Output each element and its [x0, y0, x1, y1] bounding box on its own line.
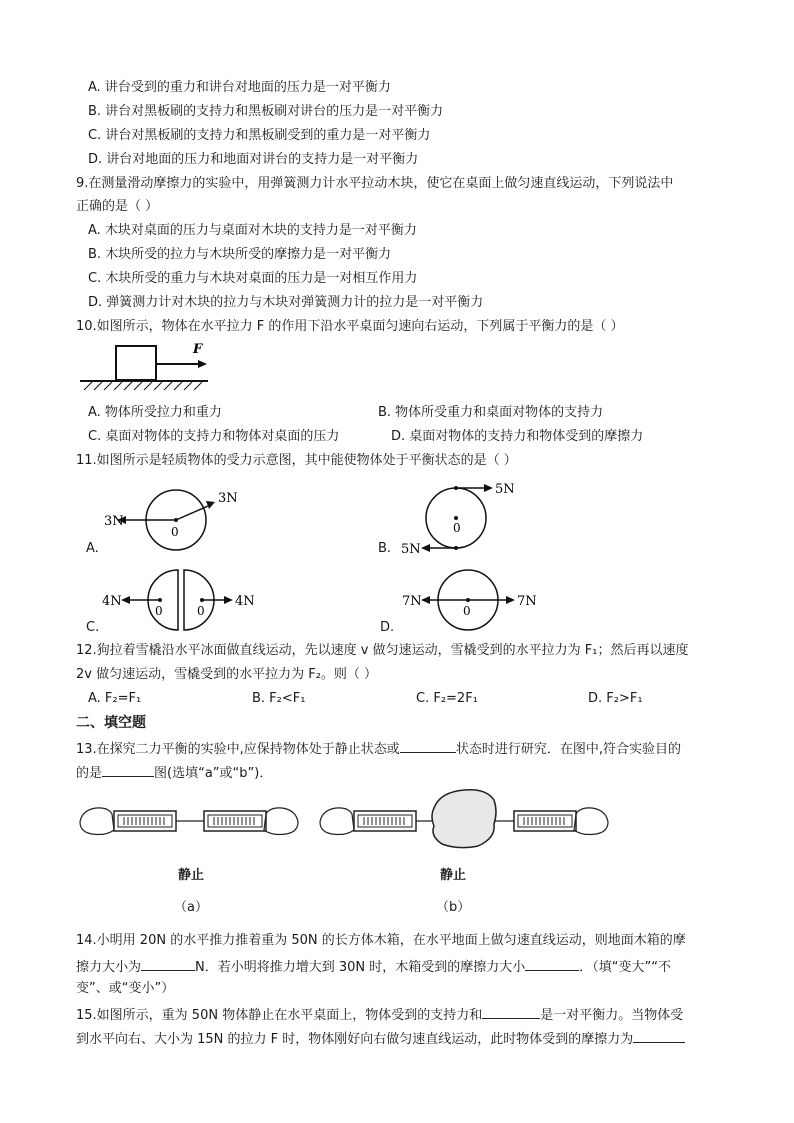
q11-c-right-force: 4N — [235, 594, 255, 609]
q13-line1-part1: 13.在探究二力平衡的实验中,应保持物体处于静止状态或 — [76, 742, 400, 757]
q10-force-label: F — [193, 342, 203, 357]
q14-line2-part1: 擦力大小为 — [76, 960, 142, 975]
q10-block — [116, 346, 156, 380]
q12-option-b: B. F₂<F₁ — [252, 691, 306, 706]
q14-line2-part2: N．若小明将推力增大到 30N 时，木箱受到的摩擦力大小 — [195, 960, 526, 975]
q11-label-b: B. — [378, 541, 392, 556]
q12-stem-line1: 12.狗拉着雪橇沿水平冰面做直线运动，先以速度 v 做匀速运动，雪橇受到的水平拉力为 F₁；然后再以速度 — [76, 643, 689, 658]
q13-line2-part2: 图(选填“a”或“b”)． — [154, 766, 273, 781]
q10-stem: 10.如图所示，物体在水平拉力 F 的作用下沿水平桌面匀速向右运动，下列属于平衡力的是（ ） — [76, 319, 624, 334]
q9-option-d: D. 弹簧测力计对木块的拉力与木块对弹簧测力计的拉力是一对平衡力 — [88, 295, 484, 310]
q15-line2-part1: 到水平向右、大小为 15N 的拉力 F 时，物体刚好向右做匀速直线运动，此时物体受到的摩擦力为 — [76, 1032, 634, 1047]
q13-a-left-hand-icon — [80, 808, 114, 835]
q10-option-d: D. 桌面对物体的支持力和物体受到的摩擦力 — [391, 429, 644, 444]
q11-d-center: 0 — [463, 604, 471, 618]
q11-c-center-right: 0 — [197, 604, 205, 618]
q15-line1 — [76, 1004, 683, 1025]
q8-option-d: D. 讲台对地面的压力和地面对讲台的支持力是一对平衡力 — [88, 152, 419, 167]
q11-d-left-force: 7N — [402, 594, 422, 609]
q13-line1-part2: 状态时进行研究．在图中,符合实验目的 — [455, 742, 681, 757]
q10-option-c: C. 桌面对物体的支持力和物体对桌面的压力 — [88, 429, 340, 444]
q13-a-caption: （a） — [174, 900, 208, 915]
q10-option-a: A. 物体所受拉力和重力 — [88, 405, 222, 420]
q14-line2-part3: ．（填“变大”“不 — [579, 960, 671, 975]
q15-line1-part2: 是一对平衡力。当物体受 — [540, 1008, 684, 1023]
q11-a-right-force: 3N — [218, 491, 238, 506]
q12-option-d: D. F₂>F₁ — [588, 691, 643, 706]
q13-figure-b — [318, 786, 610, 852]
q13-line1 — [76, 738, 681, 759]
q9-stem-line2: 正确的是（ ） — [76, 199, 159, 214]
q13-blank-1[interactable] — [400, 738, 456, 753]
q13-b-state-label: 静止 — [440, 868, 467, 883]
q13-a-state-label: 静止 — [178, 868, 205, 883]
q11-b-center: 0 — [453, 521, 461, 535]
q13-b-caption: （b） — [436, 900, 471, 915]
q8-option-c: C. 讲台对黑板刷的支持力和黑板刷受到的重力是一对平衡力 — [88, 128, 431, 143]
q15-blank-1[interactable] — [482, 1004, 540, 1019]
q8-option-a: A. 讲台受到的重力和讲台对地面的压力是一对平衡力 — [88, 80, 391, 95]
q9-option-a: A. 木块对桌面的压力与桌面对木块的支持力是一对平衡力 — [88, 223, 417, 238]
q11-a-center: 0 — [171, 525, 179, 539]
q13-b-right-hand-icon — [574, 808, 608, 835]
q15-line2 — [76, 1028, 685, 1049]
q11-a-left-force: 3N — [104, 514, 124, 529]
q9-stem-line1: 9.在测量滑动摩擦力的实验中，用弹簧测力计水平拉动木块，使它在桌面上做匀速直线运动，下列说法中 — [76, 176, 674, 191]
q11-figure-a — [84, 480, 254, 560]
q13-b-left-hand-icon — [320, 808, 354, 835]
q13-blank-2[interactable] — [102, 762, 154, 777]
q11-figure-c — [96, 566, 266, 636]
q12-option-c: C. F₂=2F₁ — [416, 691, 478, 706]
q9-option-c: C. 木块所受的重力与木块对桌面的压力是一对相互作用力 — [88, 271, 418, 286]
q10-option-b: B. 物体所受重力和桌面对物体的支持力 — [378, 405, 604, 420]
q11-label-a: A. — [86, 541, 99, 556]
q13-figure-a — [78, 792, 300, 852]
q11-figure-d — [398, 566, 548, 636]
q9-option-b: B. 木块所受的拉力与木块所受的摩擦力是一对平衡力 — [88, 247, 392, 262]
q8-option-b: B. 讲台对黑板刷的支持力和黑板刷对讲台的压力是一对平衡力 — [88, 104, 444, 119]
q13-b-cardboard — [432, 790, 496, 848]
q11-b-top-force: 5N — [495, 482, 515, 497]
q11-d-right-force: 7N — [517, 594, 537, 609]
q11-label-c: C. — [86, 620, 100, 635]
q15-line1-part1: 15.如图所示，重为 50N 物体静止在水平桌面上，物体受到的支持力和 — [76, 1008, 483, 1023]
q13-line2 — [76, 762, 272, 783]
q10-figure — [80, 338, 230, 396]
q11-c-center-left: 0 — [155, 604, 163, 618]
q13-a-right-hand-icon — [264, 808, 298, 835]
q11-c-left-force: 4N — [102, 594, 122, 609]
q13-line2-part1: 的是 — [76, 766, 103, 781]
q14-blank-2[interactable] — [525, 956, 579, 971]
q14-blank-1[interactable] — [141, 956, 195, 971]
q11-stem: 11.如图所示是轻质物体的受力示意图，其中能使物体处于平衡状态的是（ ） — [76, 453, 517, 468]
q14-line1: 14.小明用 20N 的水平推力推着重为 50N 的长方体木箱，在水平地面上做匀速直线运动，则地面木箱的摩 — [76, 933, 686, 948]
q10-force-arrowhead — [198, 360, 207, 368]
q12-option-a: A. F₂=F₁ — [88, 691, 142, 706]
q14-line3: 变”、或“变小”） — [76, 981, 175, 996]
section-title-fill-blank: 二、填空题 — [76, 715, 146, 731]
q12-stem-line2: 2v 做匀速运动，雪橇受到的水平拉力为 F₂。则（ ） — [76, 667, 378, 682]
q14-line2 — [76, 956, 671, 977]
q10-ground-hatch — [84, 382, 202, 390]
q11-b-bottom-force: 5N — [401, 542, 421, 557]
q11-figure-b — [396, 478, 536, 558]
q11-label-d: D. — [380, 620, 395, 635]
q15-blank-2[interactable] — [633, 1028, 685, 1043]
